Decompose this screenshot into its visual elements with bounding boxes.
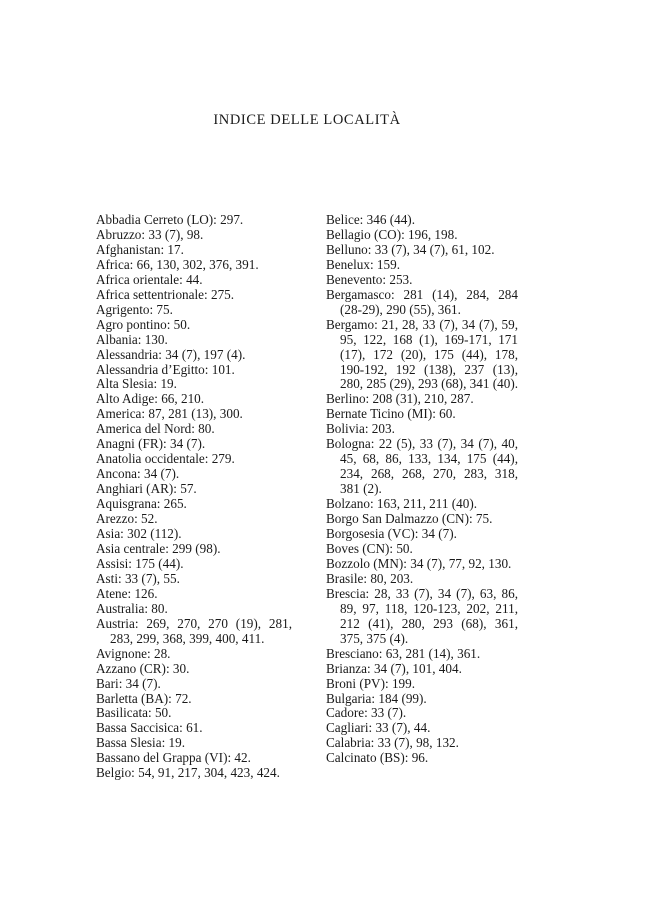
index-entry: Belluno: 33 (7), 34 (7), 61, 102. bbox=[326, 241, 495, 257]
index-entry: Bergamasco: 281 (14), 284, 284 (28-29), 290 (55), 361. bbox=[326, 286, 518, 317]
index-entry: Australia: 80. bbox=[96, 600, 168, 616]
index-entry: Broni (PV): 199. bbox=[326, 675, 416, 691]
index-entry: Alessandria: 34 (7), 197 (4). bbox=[96, 346, 246, 362]
index-entry: Africa settentrionale: 275. bbox=[96, 286, 235, 302]
index-entry: Aquisgrana: 265. bbox=[96, 496, 187, 512]
index-entry: Assisi: 175 (44). bbox=[96, 555, 184, 571]
index-entry: Bassano del Grappa (VI): 42. bbox=[96, 750, 251, 766]
index-entry: Abbadia Cerreto (LO): 297. bbox=[96, 212, 244, 227]
index-entry: Anghiari (AR): 57. bbox=[96, 481, 197, 497]
index-entry: Agro pontino: 50. bbox=[96, 316, 191, 332]
index-entry: Borgosesia (VC): 34 (7). bbox=[326, 526, 457, 542]
page-title: INDICE DELLE LOCALITÀ bbox=[213, 112, 401, 128]
index-entry: America: 87, 281 (13), 300. bbox=[96, 406, 243, 422]
index-entry: Belice: 346 (44). bbox=[326, 212, 415, 227]
index-entry: Bresciano: 63, 281 (14), 361. bbox=[326, 645, 481, 661]
index-entry: Avignone: 28. bbox=[96, 645, 171, 661]
index-entry: Austria: 269, 270, 270 (19), 281, 283, 299, 368, 399, 400, 411. bbox=[96, 615, 292, 646]
index-entry: Boves (CN): 50. bbox=[326, 540, 413, 556]
index-entry: Bassa Saccisica: 61. bbox=[96, 720, 203, 736]
index-entry: Anatolia occidentale: 279. bbox=[96, 451, 235, 467]
index-entry: Asia centrale: 299 (98). bbox=[96, 540, 221, 556]
index-column-right bbox=[326, 213, 518, 766]
index-entry: Berlino: 208 (31), 210, 287. bbox=[326, 391, 474, 407]
index-entry: Bassa Slesia: 19. bbox=[96, 735, 186, 751]
index-entry: Bolivia: 203. bbox=[326, 421, 395, 437]
index-entry: Belgio: 54, 91, 217, 304, 423, 424. bbox=[96, 765, 280, 781]
index-entry: Atene: 126. bbox=[96, 585, 158, 601]
index-entry: Bolzano: 163, 211, 211 (40). bbox=[326, 496, 478, 512]
index-entry: Afghanistan: 17. bbox=[96, 241, 184, 257]
index-entry: Brescia: 28, 33 (7), 34 (7), 63, 86, 89, 97, 118, 120-123, 202, 211, 212 (41), 280, 293 (68), 361, 375, 375 (4). bbox=[326, 585, 518, 646]
index-entry: Asia: 302 (112). bbox=[96, 526, 182, 542]
index-entry: Borgo San Dalmazzo (CN): 75. bbox=[326, 511, 493, 527]
index-entry: Abruzzo: 33 (7), 98. bbox=[96, 226, 204, 242]
index-entry: Cagliari: 33 (7), 44. bbox=[326, 720, 431, 736]
index-entry: Benelux: 159. bbox=[326, 256, 400, 272]
index-entry: Brasile: 80, 203. bbox=[326, 570, 414, 586]
index-entry: Basilicata: 50. bbox=[96, 705, 172, 721]
index-entry: Azzano (CR): 30. bbox=[96, 660, 190, 676]
index-entry: America del Nord: 80. bbox=[96, 421, 215, 437]
index-entry: Alta Slesia: 19. bbox=[96, 376, 177, 392]
index-entry: Africa: 66, 130, 302, 376, 391. bbox=[96, 256, 259, 272]
index-entry: Africa orientale: 44. bbox=[96, 271, 203, 287]
index-entry: Calabria: 33 (7), 98, 132. bbox=[326, 735, 459, 751]
index-entry: Asti: 33 (7), 55. bbox=[96, 570, 180, 586]
index-entry: Alessandria d’Egitto: 101. bbox=[96, 361, 235, 377]
index-entry: Agrigento: 75. bbox=[96, 301, 173, 317]
index-entry: Bozzolo (MN): 34 (7), 77, 92, 130. bbox=[326, 555, 512, 571]
index-entry: Bellagio (CO): 196, 198. bbox=[326, 226, 458, 242]
index-entry: Arezzo: 52. bbox=[96, 511, 158, 527]
index-entry: Albania: 130. bbox=[96, 331, 168, 347]
index-entry: Bologna: 22 (5), 33 (7), 34 (7), 40, 45, 68, 86, 133, 134, 175 (44), 234, 268, 268, 270, 283, 318, 381 (2). bbox=[326, 436, 518, 497]
index-entry: Bulgaria: 184 (99). bbox=[326, 690, 427, 706]
index-entry: Cadore: 33 (7). bbox=[326, 705, 407, 721]
index-entry: Bari: 34 (7). bbox=[96, 675, 161, 691]
index-entry: Calcinato (BS): 96. bbox=[326, 750, 429, 766]
index-entry: Anagni (FR): 34 (7). bbox=[96, 436, 206, 452]
index-entry: Barletta (BA): 72. bbox=[96, 690, 192, 706]
index-entry: Brianza: 34 (7), 101, 404. bbox=[326, 660, 462, 676]
index-entry: Bernate Ticino (MI): 60. bbox=[326, 406, 456, 422]
index-entry: Benevento: 253. bbox=[326, 271, 413, 287]
index-entry: Alto Adige: 66, 210. bbox=[96, 391, 205, 407]
index-entry: Bergamo: 21, 28, 33 (7), 34 (7), 59, 95, 122, 168 (1), 169-171, 171 (17), 172 (20), 175 (44), 178, 190-192, 192 (138), 237 (13), 280, 285 (29), 293 (68), 341 (40). bbox=[326, 316, 519, 392]
index-column-left bbox=[96, 213, 292, 781]
index-entry: Ancona: 34 (7). bbox=[96, 466, 180, 482]
